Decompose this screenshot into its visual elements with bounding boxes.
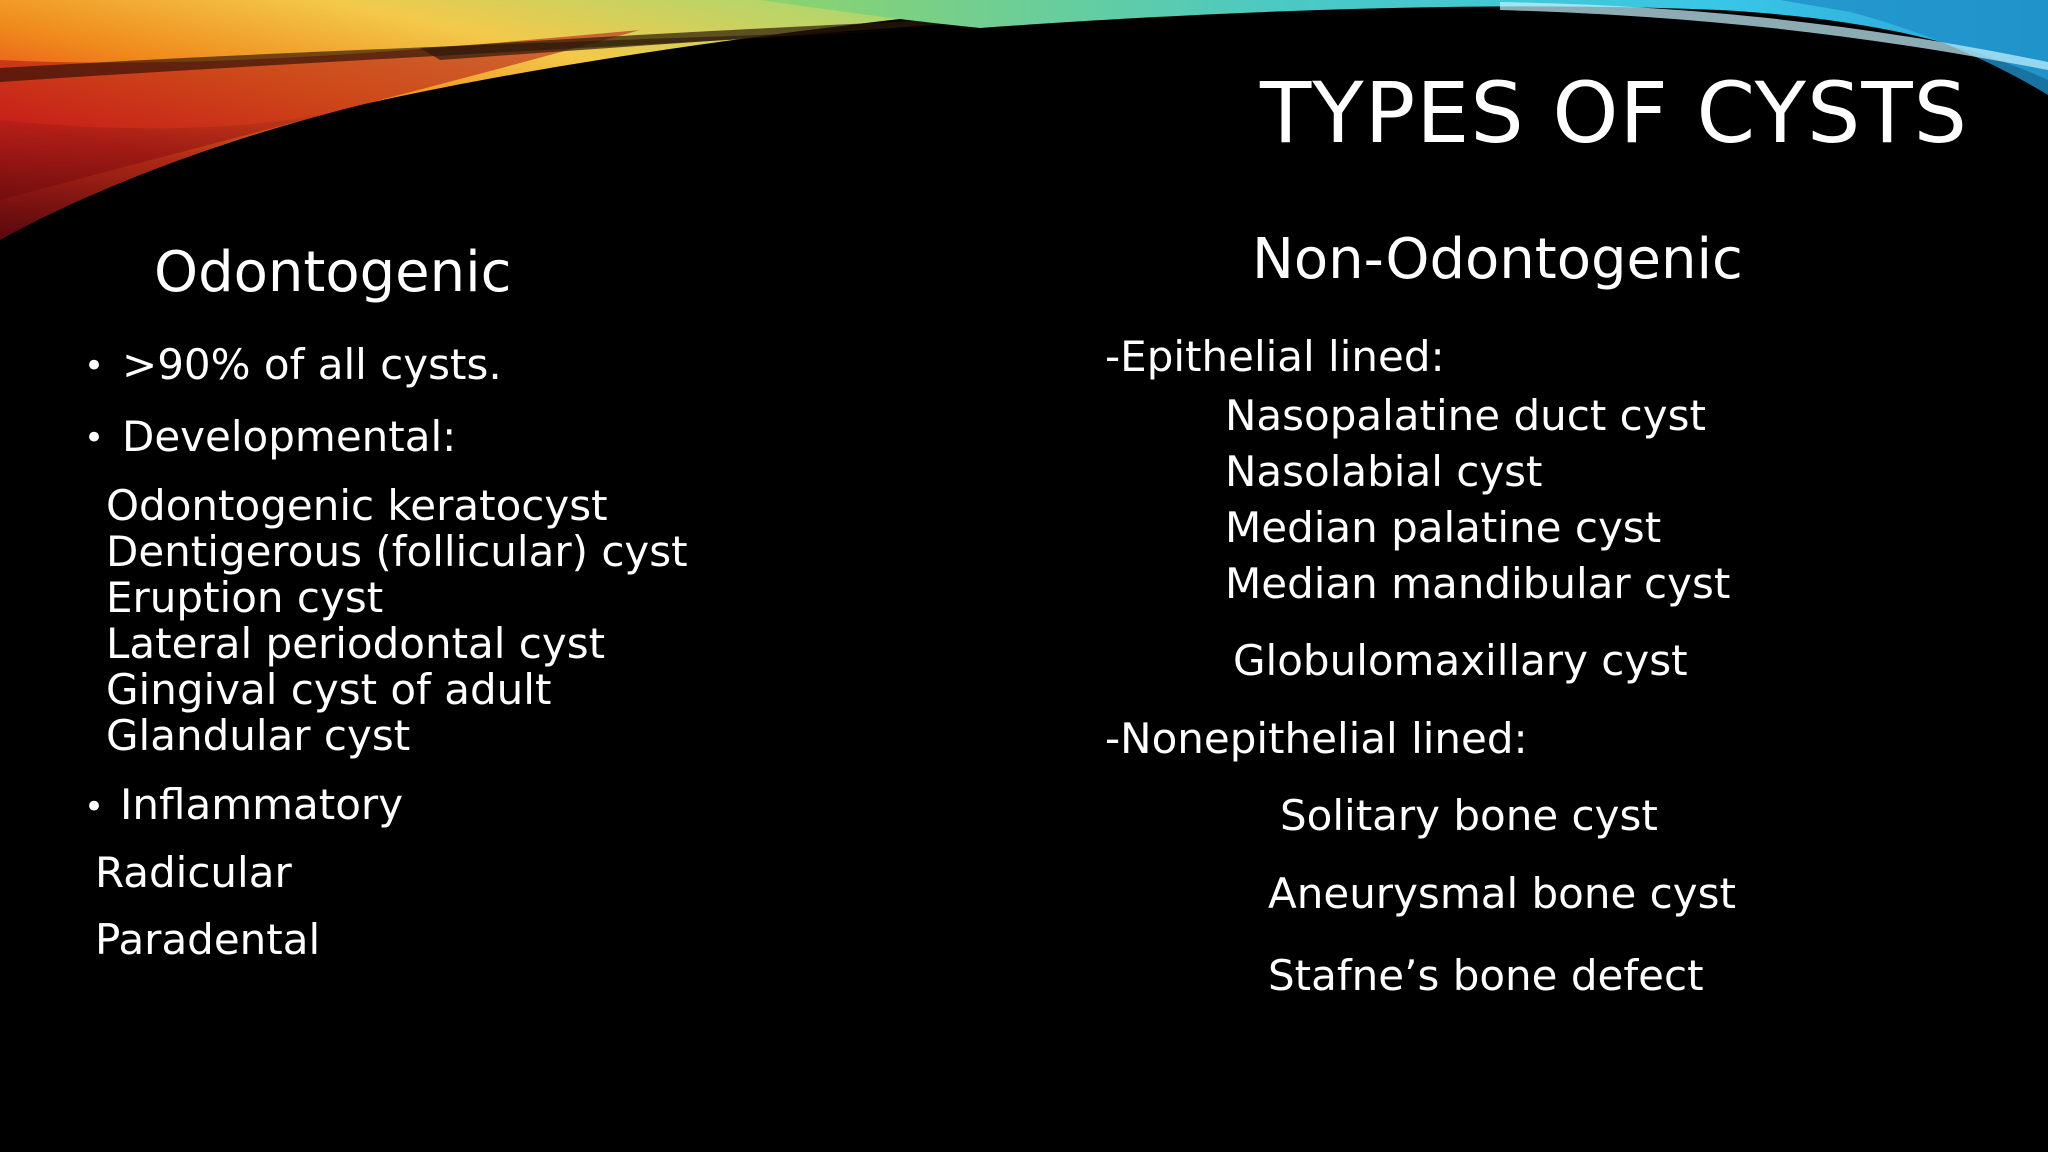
list-item: Odontogenic keratocyst [106, 481, 608, 530]
list-item: Nasopalatine duct cyst [1225, 391, 1706, 440]
list-item: Lateral periodontal cyst [106, 619, 606, 668]
inflammatory-radicular: Radicular [95, 848, 292, 897]
bullet-dot: • [84, 787, 105, 827]
bullet-dot: • [84, 346, 105, 386]
non-odontogenic-heading: Non-Odontogenic [1252, 227, 1743, 292]
bullet-percentage: >90% of all cysts. [122, 340, 502, 389]
globulomaxillary-cyst: Globulomaxillary cyst [1233, 636, 1688, 685]
slide-title: TYPES OF CYSTS [1260, 64, 1968, 162]
developmental-list [106, 483, 688, 759]
nonepithelial-label: -Nonepithelial lined: [1105, 714, 1528, 763]
bullet-inflammatory: Inflammatory [120, 780, 404, 829]
epithelial-label: -Epithelial lined: [1105, 332, 1445, 381]
stafne-bone-defect: Stafne’s bone defect [1268, 951, 1704, 1000]
list-item: Gingival cyst of adult [106, 665, 552, 714]
list-item: Median mandibular cyst [1225, 559, 1731, 608]
bullet-developmental: Developmental: [122, 412, 457, 461]
list-item: Dentigerous (follicular) cyst [106, 527, 688, 576]
solitary-bone-cyst: Solitary bone cyst [1280, 791, 1658, 840]
aneurysmal-bone-cyst: Aneurysmal bone cyst [1268, 869, 1736, 918]
odontogenic-heading: Odontogenic [154, 240, 512, 305]
list-item: Glandular cyst [106, 711, 411, 760]
epithelial-list [1225, 388, 1730, 612]
inflammatory-paradental: Paradental [95, 915, 321, 964]
list-item: Median palatine cyst [1225, 503, 1662, 552]
list-item: Eruption cyst [106, 573, 384, 622]
bullet-dot: • [84, 418, 105, 458]
list-item: Nasolabial cyst [1225, 447, 1543, 496]
